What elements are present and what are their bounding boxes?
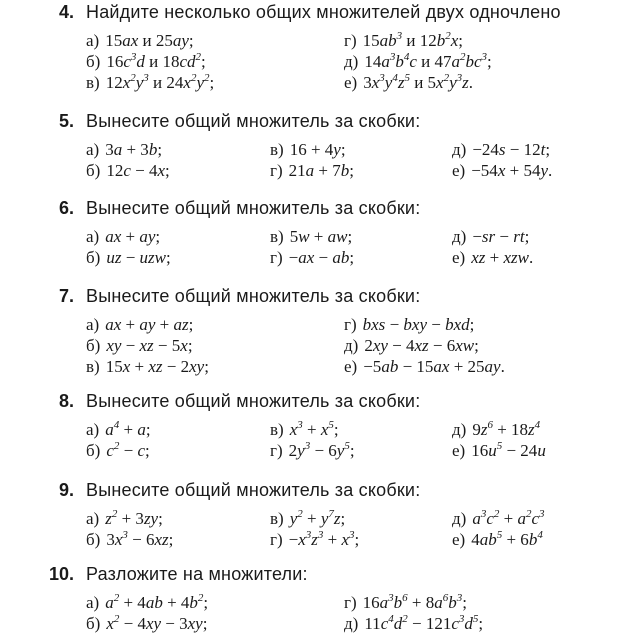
- exercise-label: а): [86, 31, 100, 50]
- exercise-label: б): [86, 52, 101, 71]
- exercise-item: [452, 139, 550, 161]
- exercise-expression: −5ab − 15ax + 25ay.: [363, 357, 505, 376]
- exercise-expression: $x^3 + x^5$;: [289, 419, 339, 439]
- exercise-item: [452, 226, 529, 248]
- exercise-label: г): [270, 441, 283, 460]
- exercise-item: [344, 72, 473, 94]
- exercise-row: [0, 356, 640, 378]
- exercise-expression: 5w + aw;: [289, 227, 353, 246]
- task-number: 5.: [58, 111, 74, 131]
- exercise-item: [86, 314, 193, 336]
- exercise-item: [270, 247, 354, 269]
- task-title: Вынесите общий множитель за скобки:: [86, 111, 421, 131]
- exercise-label: б): [86, 441, 101, 460]
- exercise-row: [0, 139, 640, 161]
- exercise-item: [86, 247, 171, 269]
- exercise-item: [86, 508, 163, 530]
- exercise-expression: ax + ay;: [105, 227, 161, 246]
- exercise-item: [344, 613, 483, 635]
- exercise-expression: $x^2 - 4xy - 3xy$;: [106, 613, 208, 633]
- task-title: Найдите несколько общих множителей двух одночлено: [86, 2, 561, 22]
- exercise-label: а): [86, 593, 100, 612]
- task-number: 8.: [58, 391, 74, 411]
- exercise-expression: $16a^3b^6 + 8a^6b^3$;: [362, 592, 467, 612]
- exercise-item: [270, 160, 354, 182]
- exercise-label: е): [452, 248, 466, 267]
- exercise-item: [344, 356, 505, 378]
- exercise-row: [0, 592, 640, 614]
- task-number: 6.: [58, 198, 74, 218]
- task-title: Вынесите общий множитель за скобки:: [86, 391, 421, 411]
- exercise-expression: $15ab^3$ и $12b^2x$;: [362, 30, 464, 50]
- exercise-label: а): [86, 140, 100, 159]
- exercise-item: [86, 419, 151, 441]
- exercise-item: [452, 529, 543, 551]
- exercise-item: [344, 592, 467, 614]
- exercise-item: [86, 335, 193, 357]
- exercise-label: в): [86, 73, 100, 92]
- exercise-label: е): [452, 530, 466, 549]
- exercise-label: е): [452, 441, 466, 460]
- exercise-expression: −ax − ab;: [288, 248, 355, 267]
- exercise-label: е): [344, 73, 358, 92]
- exercise-label: а): [86, 509, 100, 528]
- exercise-label: б): [86, 614, 101, 633]
- exercise-expression: xz + xzw.: [471, 248, 534, 267]
- exercise-item: [86, 51, 206, 73]
- exercise-expression: −sr − rt;: [472, 227, 530, 246]
- exercise-row: [0, 226, 640, 248]
- exercise-label: б): [86, 336, 101, 355]
- exercise-item: [86, 30, 194, 52]
- exercise-expression: $a^4 + a$;: [105, 419, 151, 439]
- exercise-item: [452, 508, 545, 530]
- exercise-expression: −54x + 54y.: [471, 161, 553, 180]
- task-title: Вынесите общий множитель за скобки:: [86, 198, 421, 218]
- exercise-item: [86, 613, 207, 635]
- exercise-label: в): [86, 357, 100, 376]
- exercise-item: [270, 440, 355, 462]
- exercise-expression: $16c^3d$ и $18cd^2$;: [106, 51, 206, 71]
- exercise-item: [270, 529, 359, 551]
- exercise-expression: $2y^3 - 6y^5$;: [288, 440, 355, 460]
- exercise-label: г): [344, 315, 357, 334]
- exercise-item: [270, 226, 352, 248]
- exercise-label: д): [452, 420, 467, 439]
- exercise-expression: $3x^3y^4z^5$ и $5x^2y^3z$.: [363, 72, 474, 92]
- exercise-item: [344, 335, 479, 357]
- exercise-item: [452, 419, 540, 441]
- exercise-item: [344, 51, 492, 73]
- exercise-label: е): [452, 161, 466, 180]
- exercise-row: [0, 440, 640, 462]
- exercise-expression: 15x + xz − 2xy;: [105, 357, 209, 376]
- exercise-expression: ax + ay + az;: [105, 315, 194, 334]
- exercise-label: д): [344, 336, 359, 355]
- exercise-label: д): [344, 614, 359, 633]
- exercise-item: [86, 72, 214, 94]
- exercise-label: в): [270, 227, 284, 246]
- exercise-row: [0, 335, 640, 357]
- exercise-row: [0, 72, 640, 94]
- exercise-label: а): [86, 227, 100, 246]
- exercise-expression: $a^3c^2 + a^2c^3$: [472, 508, 545, 528]
- exercise-expression: $y^2 + y^7z$;: [289, 508, 346, 528]
- exercise-label: б): [86, 530, 101, 549]
- task-title: Вынесите общий множитель за скобки:: [86, 480, 421, 500]
- exercise-label: д): [344, 52, 359, 71]
- exercise-expression: xy − xz − 5x;: [106, 336, 193, 355]
- exercise-expression: 12c − 4x;: [106, 161, 170, 180]
- exercise-label: б): [86, 248, 101, 267]
- task-title: Разложите на множители:: [86, 564, 308, 584]
- exercise-item: [86, 139, 162, 161]
- exercise-label: д): [452, 140, 467, 159]
- exercise-item: [86, 160, 170, 182]
- exercise-label: г): [270, 161, 283, 180]
- exercise-item: [344, 314, 474, 336]
- exercise-expression: bxs − bxy − bxd;: [362, 315, 475, 334]
- exercise-expression: −24s − 12t;: [472, 140, 551, 159]
- task-number: 10.: [48, 564, 74, 584]
- exercise-label: г): [270, 248, 283, 267]
- exercise-item: [86, 226, 160, 248]
- exercise-row: [0, 613, 640, 635]
- exercise-item: [270, 419, 339, 441]
- exercise-expression: 2xy − 4xz − 6xw;: [364, 336, 479, 355]
- exercise-expression: $c^2 - c$;: [106, 440, 150, 460]
- exercise-label: б): [86, 161, 101, 180]
- exercise-label: в): [270, 509, 284, 528]
- exercise-expression: $a^2 + 4ab + 4b^2$;: [105, 592, 209, 612]
- exercise-item: [86, 592, 208, 614]
- exercise-label: а): [86, 315, 100, 334]
- exercise-row: [0, 30, 640, 52]
- exercise-expression: $z^2 + 3zy$;: [105, 508, 163, 528]
- task-number: 9.: [58, 480, 74, 500]
- exercise-label: г): [344, 31, 357, 50]
- exercise-item: [452, 247, 533, 269]
- exercise-label: в): [270, 420, 284, 439]
- exercise-label: в): [270, 140, 284, 159]
- exercise-expression: $9z^6 + 18z^4$: [472, 419, 541, 439]
- exercise-item: [86, 356, 209, 378]
- exercise-label: д): [452, 509, 467, 528]
- exercise-row: [0, 247, 640, 269]
- task-title: Вынесите общий множитель за скобки:: [86, 286, 421, 306]
- exercise-expression: 3a + 3b;: [105, 140, 163, 159]
- exercise-item: [344, 30, 463, 52]
- exercise-label: г): [270, 530, 283, 549]
- exercise-row: [0, 419, 640, 441]
- exercise-label: а): [86, 420, 100, 439]
- exercise-row: [0, 160, 640, 182]
- exercise-item: [86, 529, 173, 551]
- exercise-expression: $14a^3b^4c$ и $47a^2bc^3$;: [364, 51, 492, 71]
- exercise-expression: $11c^4d^2 - 121c^3d^5$;: [364, 613, 484, 633]
- exercise-item: [270, 139, 346, 161]
- task-number: 4.: [58, 2, 74, 22]
- exercise-expression: $-x^3z^3 + x^3$;: [288, 529, 360, 549]
- exercise-expression: 16 + 4y;: [289, 140, 346, 159]
- exercise-item: [86, 440, 150, 462]
- exercise-row: [0, 51, 640, 73]
- exercise-item: [452, 440, 546, 462]
- task-number: 7.: [58, 286, 74, 306]
- exercise-expression: $3x^3 - 6xz$;: [106, 529, 174, 549]
- exercise-label: е): [344, 357, 358, 376]
- exercise-item: [452, 160, 552, 182]
- exercise-row: [0, 529, 640, 551]
- exercise-expression: $4ab^5 + 6b^4$: [471, 529, 543, 549]
- exercise-label: г): [344, 593, 357, 612]
- exercise-expression: 15ax и 25ay;: [105, 31, 194, 50]
- exercise-expression: $16u^5 - 24u$: [471, 440, 546, 460]
- exercise-expression: 21a + 7b;: [288, 161, 354, 180]
- exercise-expression: uz − uzw;: [106, 248, 171, 267]
- exercise-expression: $12x^2y^3$ и $24x^2y^2$;: [105, 72, 215, 92]
- exercise-row: [0, 508, 640, 530]
- exercise-row: [0, 314, 640, 336]
- exercise-label: д): [452, 227, 467, 246]
- exercise-item: [270, 508, 345, 530]
